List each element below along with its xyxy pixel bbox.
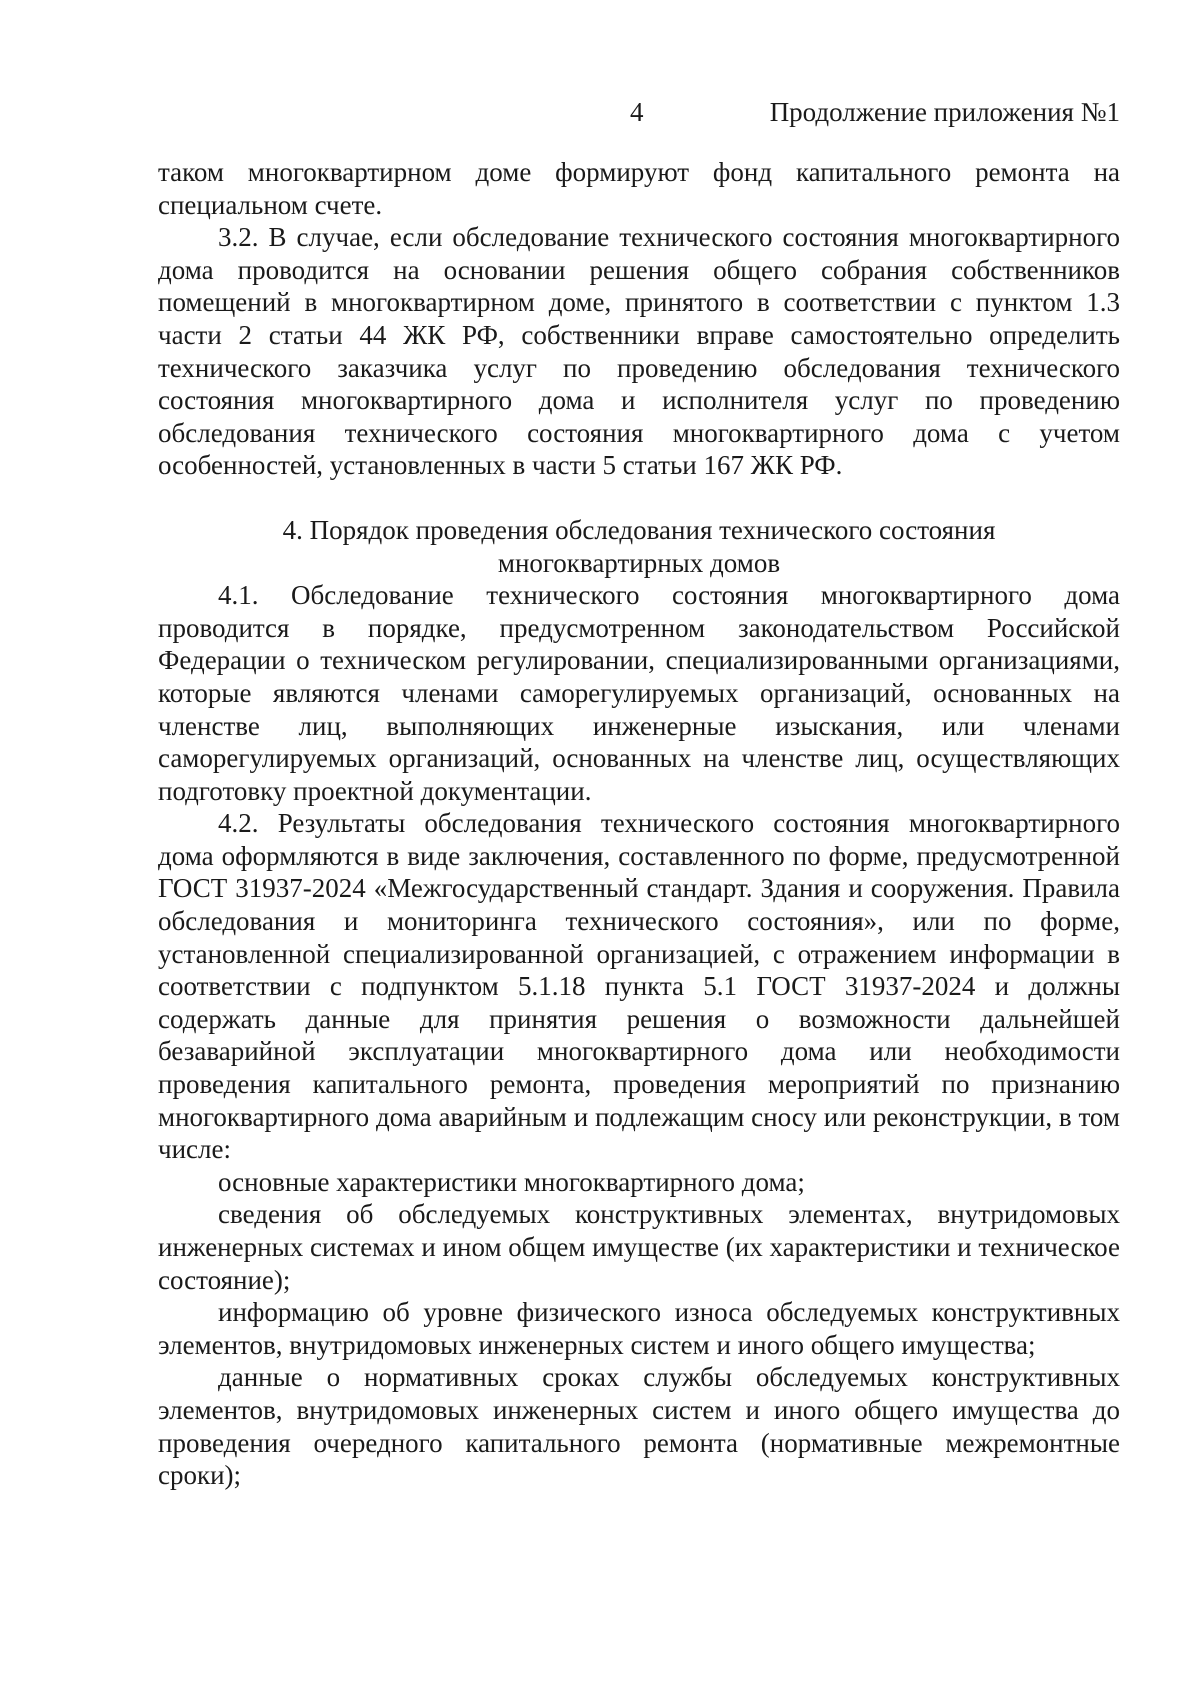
section-4-title-line2: многоквартирных домов [497,547,781,578]
list-item: сведения об обследуемых конструктивных элементах, внутридомовых инженерных системах и ином общем имуществе (их характеристики и техническое состояние); [158,1199,1120,1295]
list-item: данные о нормативных сроках службы обследуемых конструктивных элементов, внутридомовых инженерных систем и иного общего имущества до проведения очередного капитального ремонта (нормативные межремонтные сроки); [158,1362,1120,1491]
page-header [0,92,1200,132]
list-item: основные характеристики многоквартирного дома; [218,1166,805,1197]
section-4-heading [158,514,1120,579]
paragraph-3-2: 3.2. В случае, если обследование технического состояния многоквартирного дома проводится на основании решения общего собрания собственников помещений в многоквартирном доме, принятого в соответствии с пунктом 1.3 части 2 статьи 44 ЖК РФ, собственники вправе самостоятельно определить технического заказчика услуг по проведению обследования технического состояния многоквартирного дома и исполнителя услуг по проведению обследования технического состояния многоквартирного дома с учетом особенностей, установленных в части 5 статьи 167 ЖК РФ. [158,222,1120,481]
paragraph-4-1: 4.1. Обследование технического состояния многоквартирного дома проводится в порядке, предусмотренном законодательством Российской Федерации о техническом регулировании, специализированными организациями, которые являются членами саморегулируемых организаций, основанных на членстве лиц, выполняющих инженерные изыскания, или членами саморегулируемых организаций, основанных на членстве лиц, осуществляющих подготовку проектной документации. [158,580,1120,806]
paragraph-4-2: 4.2. Результаты обследования технического состояния многоквартирного дома оформляются в виде заключения, составленного по форме, предусмотренной ГОСТ 31937-2024 «Межгосударственный стандарт. Здания и сооружения. Правила обследования и мониторинга технического состояния», или по форме, установленной специализированной организацией, с отражением информации в соответствии с подпунктом 5.1.18 пункта 5.1 ГОСТ 31937-2024 и должны содержать данные для принятия решения о возможности дальнейшей безаварийной эксплуатации многоквартирного дома или необходимости проведения капитального ремонта, проведения мероприятий по признанию многоквартирного дома аварийным и подлежащим сносу или реконструкции, в том числе: [158,808,1120,1165]
list-item: информацию об уровне физического износа обследуемых конструктивных элементов, внутридомовых инженерных систем и иного общего имущества; [158,1297,1120,1360]
appendix-continuation-label: Продолжение приложения №1 [769,97,1120,127]
document-body [158,156,1120,1492]
section-4-title-line1: 4. Порядок проведения обследования технического состояния [282,514,996,545]
paragraph-continued: таком многоквартирном доме формируют фонд капитального ремонта на специальном счете. [158,157,1120,220]
page-number: 4 [630,97,644,127]
